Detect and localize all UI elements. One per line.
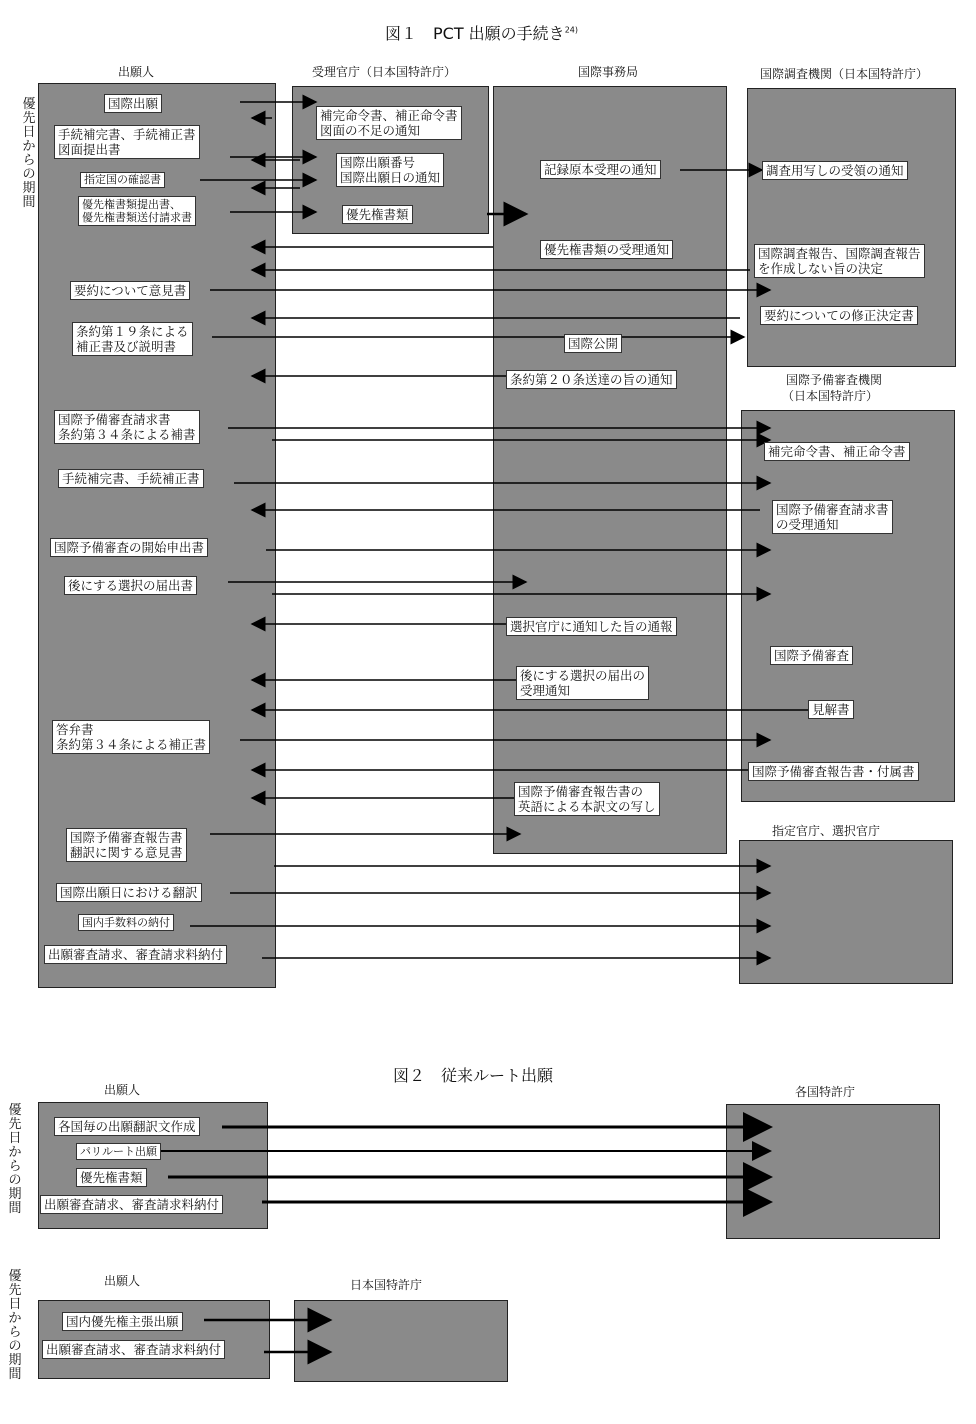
ipea-box-invitation: 補完命令書、補正命令書 <box>764 442 910 461</box>
ib-box-publication: 国際公開 <box>564 334 622 353</box>
ro-box-filing-number: 国際出願番号 国際出願日の通知 <box>336 153 444 187</box>
applicant-box-translation: 国際出願日における翻訳 <box>56 883 202 902</box>
fig1-header-applicant: 出願人 <box>118 65 155 79</box>
fig3-header-jpo: 日本国特許庁 <box>350 1278 423 1292</box>
fig2-box-exam-request: 出願審査請求、審査請求料納付 <box>40 1195 223 1214</box>
fig1-header-isa: 国際調査機関（日本国特許庁） <box>760 67 929 81</box>
fig1-title-ref: 24) <box>564 25 578 35</box>
applicant-box-priority-docs: 優先権書類提出書、 優先権書類送付請求書 <box>78 196 196 226</box>
applicant-box-abstract-opinion: 要約について意見書 <box>70 281 190 300</box>
ib-box-elected-notice: 選択官庁に通知した旨の通報 <box>506 617 677 636</box>
applicant-box-designation-confirm: 指定国の確認書 <box>80 172 165 188</box>
fig2-box-translations: 各国毎の出願翻訳文作成 <box>54 1117 200 1136</box>
applicant-box-translation-opinion: 国際予備審査報告書 翻訳に関する意見書 <box>66 828 187 862</box>
fig1-header-ipea-2: （日本国特許庁） <box>782 389 879 403</box>
fig3-box-domestic-priority: 国内優先権主張出願 <box>62 1312 183 1331</box>
applicant-box-iper-start: 国際予備審査の開始申出書 <box>50 538 208 557</box>
ro-box-priority-docs: 優先権書類 <box>342 205 413 224</box>
ib-box-record-copy: 記録原本受理の通知 <box>540 160 661 179</box>
applicant-box-later-election: 後にする選択の届出書 <box>64 576 197 595</box>
fig2-header-offices: 各国特許庁 <box>795 1085 856 1099</box>
applicant-box-intl-application: 国際出願 <box>104 94 162 113</box>
fig1-vertical-label: 優先日からの期間 <box>22 97 36 210</box>
fig1-header-designated: 指定官庁、選択官庁 <box>772 824 881 838</box>
ipea-box-written-opinion: 見解書 <box>808 700 854 719</box>
fig2-box-priority-docs: 優先権書類 <box>76 1168 147 1187</box>
fig2-header-applicant: 出願人 <box>104 1083 141 1097</box>
isa-box-search-report: 国際調査報告、国際調査報告 を作成しない旨の決定 <box>754 244 925 278</box>
fig2-vertical-label: 優先日からの期間 <box>8 1103 22 1216</box>
ib-box-later-election-receipt: 後にする選択の届出の 受理通知 <box>516 666 649 700</box>
fig1-title: 図１ PCT 出願の手続き$^{24)}$ <box>385 24 578 43</box>
applicant-box-amendment: 手続補完書、手続補正書 図面提出書 <box>54 125 200 159</box>
ipea-box-demand-receipt: 国際予備審査請求書 の受理通知 <box>772 500 893 534</box>
fig1-header-ib: 国際事務局 <box>578 65 639 79</box>
applicant-box-iper-demand: 国際予備審査請求書 条約第３４条による補書 <box>54 410 200 444</box>
fig3-vertical-label: 優先日からの期間 <box>8 1269 22 1382</box>
applicant-box-amendment-2: 手続補完書、手続補正書 <box>58 469 204 488</box>
fig1-header-receiving-office: 受理官庁（日本国特許庁） <box>312 65 457 79</box>
ro-box-invitation: 補完命令書、補正命令書 図面の不足の通知 <box>316 106 462 140</box>
applicant-box-national-fee: 国内手数料の納付 <box>78 914 174 931</box>
applicant-box-exam-request: 出願審査請求、審査請求料納付 <box>44 945 227 964</box>
fig3-box-exam-request: 出願審査請求、審査請求料納付 <box>42 1340 225 1359</box>
ib-box-priority-receipt: 優先権書類の受理通知 <box>540 240 673 259</box>
ipea-box-examination: 国際予備審査 <box>770 646 853 665</box>
fig2-title: 図２ 従来ルート出願 <box>393 1066 554 1085</box>
fig3-header-applicant: 出願人 <box>104 1274 141 1288</box>
ipea-box-iper: 国際予備審査報告書・付属書 <box>748 762 919 781</box>
isa-box-abstract-decision: 要約についての修正決定書 <box>760 306 918 325</box>
ib-box-article20: 条約第２０条送達の旨の通知 <box>506 370 677 389</box>
fig2-box-paris-route: パリルート出願 <box>76 1143 161 1160</box>
applicant-box-article19: 条約第１９条による 補正書及び説明書 <box>72 322 193 356</box>
isa-box-search-copy: 調査用写しの受領の通知 <box>762 161 908 180</box>
applicant-box-reply: 答弁書 条約第３４条による補正書 <box>52 720 210 754</box>
ib-box-iper-translation: 国際予備審査報告書の 英語による本訳文の写し <box>514 782 660 816</box>
fig1-header-ipea-1: 国際予備審査機関 <box>786 373 883 387</box>
